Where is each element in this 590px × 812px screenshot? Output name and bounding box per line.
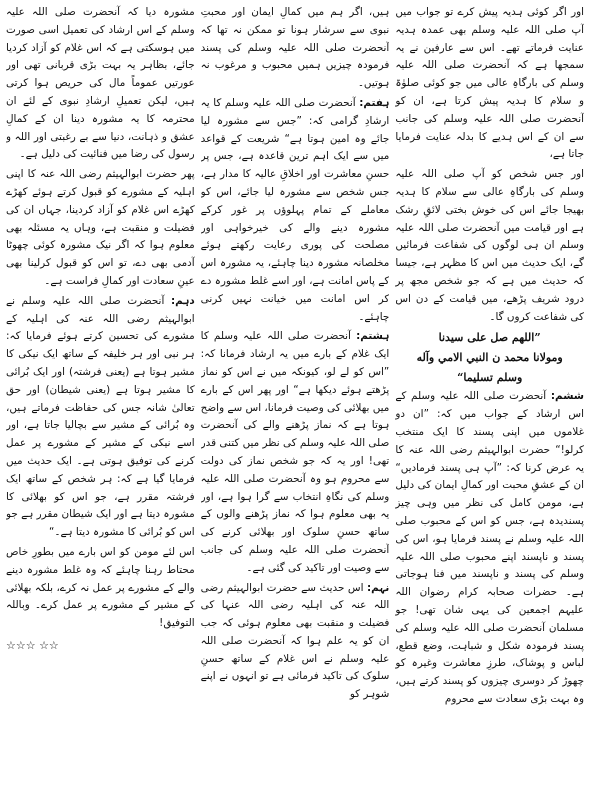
paragraph: پھر حضرت ابوالہیثم رضی اللہ عنہ کا اپنی اہلیہ کے مشورے کو قبول کرتے ہوئے کھڑے کھڑے اس غلام کو آزاد کردینا، جہاں ان کی فضیلت و منقبت ہے، وہاں یہ مسئلہ بھی معلوم ہوا کہ اگر نیک مشورہ کوئی چھوٹا آدمی بھی دے، تو اس کو قبول کرلینا بھی عینِ سعادت اور کمالِ فراست ہے۔ (5, 168, 195, 287)
paragraph: آنحضرت صلی اللہ علیہ وسلم کے اس ارشاد کے جواب میں کہ: ”ان دو غلاموں میں اپنی پسند کا ایک منتخب کرلو!“ حضرت ابوالہیثم رضی اللہ عنہ کا یہ عرض کرنا کہ: ”آپ ہی پسند فرمادیں“ ان کے عشقِ محبت اور کمالِ ایمان کی دلیل ہے، مومن کامل کی نظر میں وہی چیز پسندیدہ ہے، جس کو اس کے محبوب صلی اللہ علیہ وسلم نے پسند فرمایا ہو، اس کی پسند و ناپسند اپنے محبوب صلی اللہ علیہ وسلم کی پسند و ناپسند میں فنا ہوجاتی ہے۔ حضرات صحابہ کرام رضوان اللہ علیہم اجمعین کی یہی شان تھی! جو مسلمان آنحضرت صلی اللہ علیہ وسلم کی پسند فرمودہ شکل و شباہت، وضع قطع، لباس و پوشاک، طرزِ معاشرت وغیرہ کو چھوڑ کر دوسری چیزوں کو پسند کرتے ہیں، وہ بہت بڑی سعادت سے محروم (395, 390, 584, 705)
section-heading: ہفتم: (359, 96, 390, 109)
paragraph: اس لئے مومن کو اس بارے میں بطورِ خاص محتاط رہنا چاہئے کہ وہ غلط مشورہ دینے والے کے مشورے پر عمل نہ کرے، بلکہ بھلائی کے مشیر کے مشورے پر عمل کرے۔ وباللہ التوفیق! (5, 545, 195, 630)
paragraph: اور جس شخص کو آپ صلی اللہ علیہ وسلم کی بارگاہِ عالی سے سلام کا ہدیہ بھیجا جائے اس کی خوش بختی لائقِ رشک ہے اور قیامت میں آنحضرت صلی اللہ علیہ وسلم ان ہی لوگوں کی شفاعت فرمائیں گے، ایک حدیث میں اس کا مظہر ہے، جیسا کہ حدیث میں ہے کہ جو شخص مجھ پر درود شریف پڑھے، میں قیامت کے دن اس کی شفاعت کروں گا۔ (395, 168, 584, 323)
paragraph: مشورہ دیا کہ آنحضرت صلی اللہ علیہ وسلم کے اس ارشاد کی تعمیل اسی صورت میں ہوسکتی ہے کہ اس غلام کو آزاد کردیا جائے، بظاہر یہ بہت بڑی قربانی تھی اور عورتیں عموماً مال کی حریص ہوا کرتی ہیں، لیکن تعمیلِ ارشادِ نبوی کے لئے ان محترمہ کا یہ مشورہ دینا ان کے کمالِ عشق و ذہانت، دنیا سے بے رغبتی اور اللہ و رسول کی رضا میں فنائیت کی دلیل ہے۔ (5, 6, 195, 161)
durood-line-2: ومولانا محمد ن النبي الامي وآله (416, 351, 563, 365)
paragraph: اور اگر کوئی ہدیہ پیش کرے تو جواب میں آپ صلی اللہ علیہ وسلم بھی عمدہ ہدیہ عنایت فرماتے تھے۔ اس سے عارفین نے یہ سمجھا ہے کہ آنحضرت صلی اللہ علیہ وسلم کی بارگاہِ عالی میں جو کوئی صلوٰۃ و سلام کا ہدیہ پیش کرتا ہے، ان کو آنحضرت صلی اللہ علیہ وسلم کی جانب سے ان کے اس ہدیے کا بدلہ عنایت فرمایا جاتا ہے، (395, 6, 584, 161)
section-heading: ششم: (550, 390, 584, 403)
paragraph: آنحضرت صلی اللہ علیہ وسلم کا ایک غلام کے بارے میں یہ ارشاد فرمانا کہ: ”اس کو لے لو، کیونکہ میں نے اس کو نماز پڑھتے ہوئے دیکھا ہے“ اور پھر اس کے بارے میں بھلائی کی وصیت فرمانا، اس سے واضح ہوتا ہے کہ نماز پڑھنے والے کی آنحضرت صلی اللہ علیہ وسلم کی نظر میں کتنی قدر تھی! اور یہ کہ جو شخص نماز کی دولت سے محروم ہو وہ آنحضرت صلی اللہ علیہ وسلم کی نگاہِ انتخاب سے گرا ہوا ہے، اور یہ بھی معلوم ہوا کہ نماز پڑھنے والوں کے ساتھ حسنِ سلوک اور بھلائی کرنے کی آنحضرت صلی اللہ علیہ وسلم کی جانب سے وصیت اور تاکید کی گئی ہے۔ (200, 330, 390, 574)
column-right (395, 4, 584, 808)
article-page (6, 4, 584, 808)
paragraph: آنحضرت صلی اللہ علیہ وسلم نے ابوالہیثم رضی اللہ عنہ کی اہلیہ کے مشورے کی تحسین کرتے ہوئے فرمایا کہ: ہر نبی اور ہر خلیفہ کے ساتھ ایک نیکی کا مشیر ہوتا ہے (یعنی فرشتہ) اور ایک بُرائی کا مشیر ہوتا ہے (یعنی شیطان) اور حق تعالیٰ شانہ جس کی حفاظت فرماتے ہیں، وہ بُرائی کے مشیر سے بچالیا جاتا ہے، اور اسے نیکی کے مشیر کے مشورے پر عمل کرنے کی توفیق ہوتی ہے۔ ایک حدیث میں فرمایا گیا ہے کہ: ہر شخص کے ساتھ ایک فرشتہ مقرر ہے، جو اس کو بھلائی کا مشورہ دیتا ہے اور ایک شیطان مقرر ہے جو اس کو بُرائی کا مشورہ دیتا ہے۔“ (5, 294, 195, 539)
paragraph: اس حدیث سے حضرت ابوالہیثم رضی اللہ عنہ کی اہلیہ رضی اللہ عنہا کی فضیلت و منقبت بھی معلوم ہوئی کہ جب ان کو یہ علم ہوا کہ آنحضرت صلی اللہ علیہ وسلم نے اس غلام کے ساتھ حسنِ سلوک کی تاکید فرمائی ہے تو انہوں نے اپنے شوہر کو (200, 581, 390, 701)
durood-line-1: ”اللهم صل على سيدنا (438, 331, 541, 345)
durood-line-3: وسلم تسليما“ (457, 371, 523, 385)
section-heading: دہم: (170, 294, 195, 307)
column-left (6, 4, 195, 808)
end-stars: ☆☆☆ ☆☆ (5, 638, 59, 652)
section-heading: ہشتم: (356, 330, 390, 343)
paragraph: ہیں، اگر ہم میں کمالِ ایمان اور محبتِ نبوی سے سرشار ہونا تو ممکن نہ تھا کہ آنحضرت صلی اللہ علیہ وسلم کی پسند فرمودہ چیزیں ہمیں محبوب و مرغوب نہ ہوتیں۔ (200, 6, 390, 90)
column-middle (201, 4, 390, 808)
section-heading: نہم: (367, 581, 390, 594)
paragraph: آنحضرت صلی اللہ علیہ وسلم کا یہ ارشادِ گرامی کہ: ”جس سے مشورہ لیا جائے وہ امین ہوتا ہے“ شریعت کے قواعد میں سے ایک اہم ترین قاعدہ ہے، جس پر حسنِ معاشرت اور اخلاقِ عالیہ کا مدار ہے، جس شخص سے مشورہ لیا جائے، اس کو معاملے کے تمام پہلوؤں پر غور کرکے مشورہ دینے والے کی خیرخواہی اور مصلحت کی پوری رعایت رکھتے ہوئے مخلصانہ مشورہ دینا چاہئے، یہ مشورہ اس کے پاس امانت ہے، اور اسے غلط مشورہ دے کر اس امانت میں خیانت نہیں کرنی چاہئے۔ (200, 96, 390, 323)
